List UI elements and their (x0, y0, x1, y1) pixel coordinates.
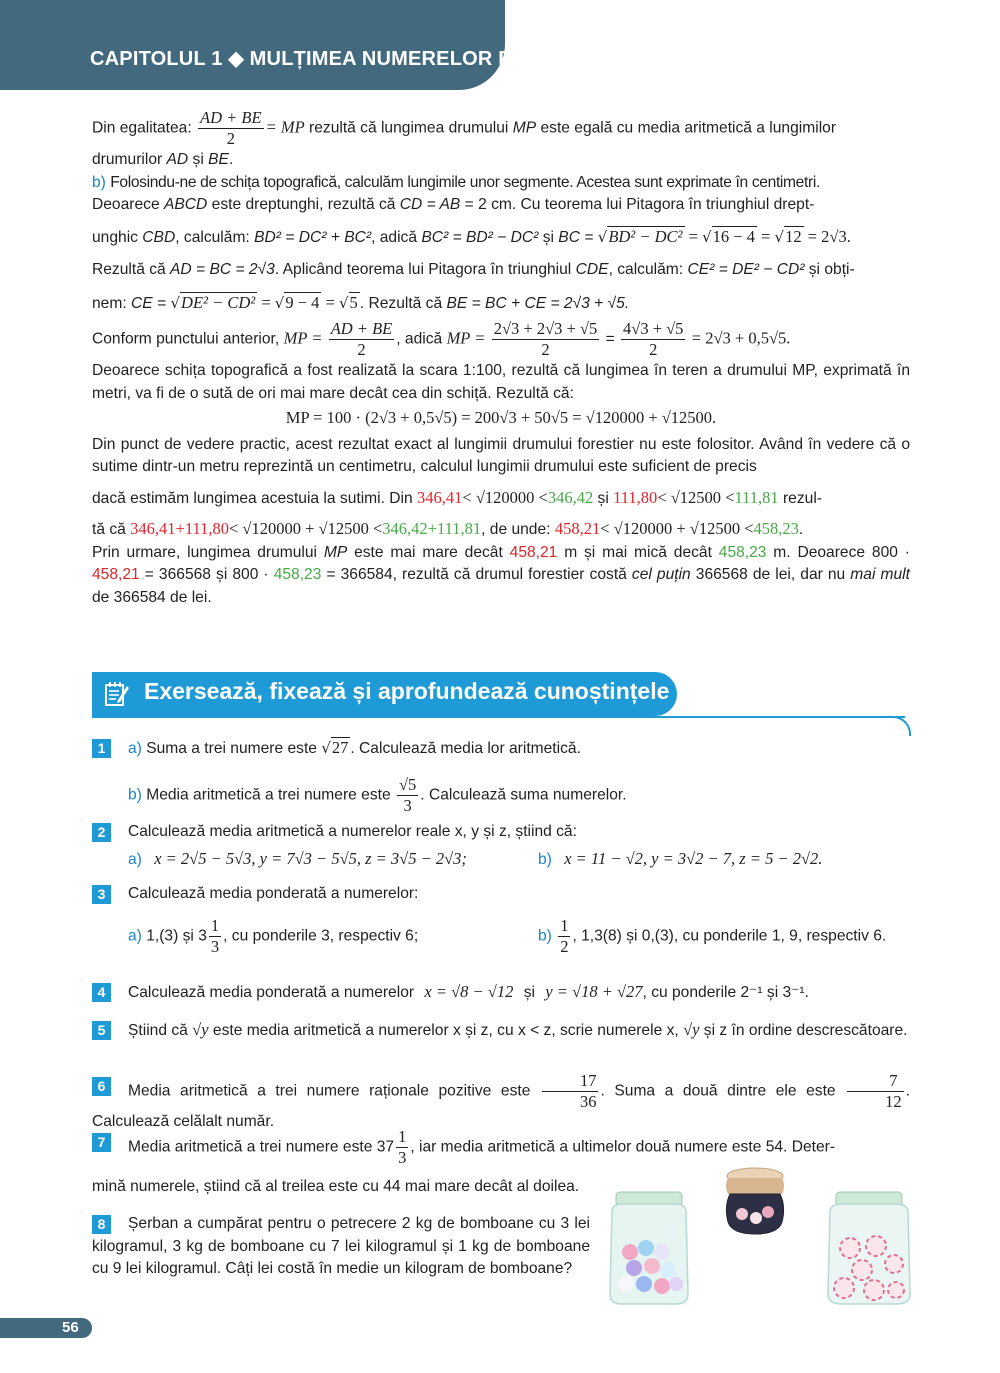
notepad-pencil-icon (104, 680, 130, 708)
paragraph: Din punct de vedere practic, acest rezultat exact al lungimii drumului forestier nu este folositor. Având în vedere că o sutime dintr-un metru reprezintă un centimetru, calculul lungimii drumului este suficient de precis (92, 435, 910, 475)
exercise-5: 5 Știind că √y este media aritmetică a numerelor x și z, cu x < z, scrie numerele x, √y și z în ordine descrescătoare. (92, 1019, 910, 1043)
paragraph: dacă estimăm lungimea acestuia la sutimi. Din 346,41< √120000 <346,42 și 111,80< √12500 <111,81 rezul- (92, 487, 822, 507)
paragraph: Deoarece schița topografică a fost realizată la scara 1:100, rezultă că lungimea în teren a drumului MP, exprimată în metri, va fi de o sută de ori mai mare decât cea din schiță. Rezultă că: (92, 362, 910, 402)
exercise-7: 7 Media aritmetică a trei numere este 37 $\frac{1}{3}$ , iar media aritmetică a ultimelor două numere este 54. Deter- mină numerele, știind că al treilea este cu 44 mai mare decât al doilea. (92, 1127, 836, 1195)
exercise-6: 6 Media aritmetică a trei numere raționale pozitive este $\frac{17}{36}$ . Suma a două dintre ele este $\frac{7}{12}$ . Calculează celălalt număr. (92, 1071, 911, 1130)
paragraph: Rezultă că AD = BC = 2√3. Aplicând teorema lui Pitagora în triunghiul CDE, calculăm: CE² = DE² − CD² și obți- (92, 261, 855, 278)
fraction: $\frac{AD + BE}{2}$ (200, 108, 262, 148)
candy-jar-icon (722, 1166, 788, 1236)
paragraph: nem: CE = √DE² − CD² = √9 − 4 = √5 . Rezultă că BE = BC + CE = 2√3 + √5. (92, 292, 630, 312)
exercise-number: 4 (92, 983, 111, 1002)
page-number: 56 (0, 1318, 92, 1338)
exercise-number: 5 (92, 1021, 111, 1040)
exercise-number: 3 (92, 885, 111, 904)
exercise-4: 4 Calculează media ponderată a numerelor x = √8 − √12 și y = √18 + √27, cu ponderile 2⁻¹ și 3⁻¹. (92, 981, 910, 1005)
exercise-2: 2 Calculează media aritmetică a numerelor reale x, y și z, știind că: a) x = 2√5 − 5√3, y = 7√3 − 5√5, z = 3√5 − 2√3; b) x = 11 − √2, y = 3√2 − 7, z = 5 − 2√2. (92, 821, 910, 872)
paragraph: tă că 346,41+111,80< √120000 + √12500 <346,42+111,81, de unde: 458,21< √120000 + √12500 <458,23. (92, 519, 804, 538)
exercise-number: 2 (92, 823, 111, 842)
section-title: Exersează, fixează și aprofundează cunoștințele (144, 678, 670, 704)
chapter-header (0, 0, 568, 90)
paragraph: Deoarece ABCD este dreptunghi, rezultă că CD = AB = 2 cm. Cu teorema lui Pitagora în triunghiul drept- (92, 196, 815, 213)
exercise-number: 7 (92, 1133, 111, 1152)
exercise-number: 8 (92, 1215, 111, 1234)
exercise-1: 1 a) Suma a trei numere este √27 . Calculează media lor aritmetică. b) Media aritmetică a trei numere este $\frac{√5}{3}$ . Calculează suma numerelor. (92, 737, 910, 816)
exercise-8: 8 Șerban a cumpărat pentru o petrecere 2 kg de bomboane cu 3 lei kilogramul, 3 kg de bomboane cu 7 lei kilogramul și 1 kg de bomboane cu 9 lei kilogramul. Câți lei costă în medie un kilogram de bomboane? (92, 1215, 590, 1277)
paragraph: Din egalitatea: $\frac{AD + BE}{2}$ = MP rezultă că lungimea drumului MP este egală cu media aritmetică a lungimilor (92, 108, 837, 148)
candy-jar-icon (824, 1190, 914, 1308)
paragraph: b) Folosindu-ne de schița topografică, calculăm lungimile unor segmente. Acestea sunt exprimate în centimetri. (92, 173, 820, 191)
paragraph: drumurilor AD și BE. (92, 151, 234, 168)
exercise-number: 1 (92, 739, 111, 758)
equation: MP = 100 · (2√3 + 0,5√5) = 200√3 + 50√5 = √120000 + √12500. (285, 408, 717, 427)
paragraph: Prin urmare, lungimea drumului MP este mai mare decât 458,21 m și mai mică decât 458,23 m. Deoarece 800 · 458,21 = 366568 și 800 · 458,23 = 366584, rezultă că drumul forestier costă cel puțin 366568 de lei, dar nu mai mult de 366584 de lei. (92, 543, 910, 606)
solution-text (92, 104, 910, 609)
paragraph: Conform punctului anterior, MP = $\frac{AD + BE}{2}$ , adică MP = $\frac{2√3 + 2√3 + √5}{2}$ = $\frac{4√3 + √5}{2}$ = 2√3 + 0,5√5. (92, 319, 791, 359)
candy-jar-icon (606, 1190, 692, 1308)
paragraph: unghic CBD, calculăm: BD² = DC² + BC², adică BC² = BD² − DC² și BC = √BD² − DC² = √16 − 4 = √12 = 2√3. (92, 226, 851, 246)
section-banner (92, 672, 910, 732)
chapter-title: CAPITOLUL 1 ◆ MULȚIMEA NUMERELOR REALE (90, 48, 568, 70)
exercise-3: 3 Calculează media ponderată a numerelor: a) 1,(3) și 3 $\frac{1}{3}$ , cu ponderile 3, respectiv 6; b) $\frac{1}{2}$ , 1,3(8) și 0,(3), cu ponderile 1, 9, respectiv 6. (92, 883, 910, 960)
exercise-number: 6 (92, 1077, 111, 1096)
